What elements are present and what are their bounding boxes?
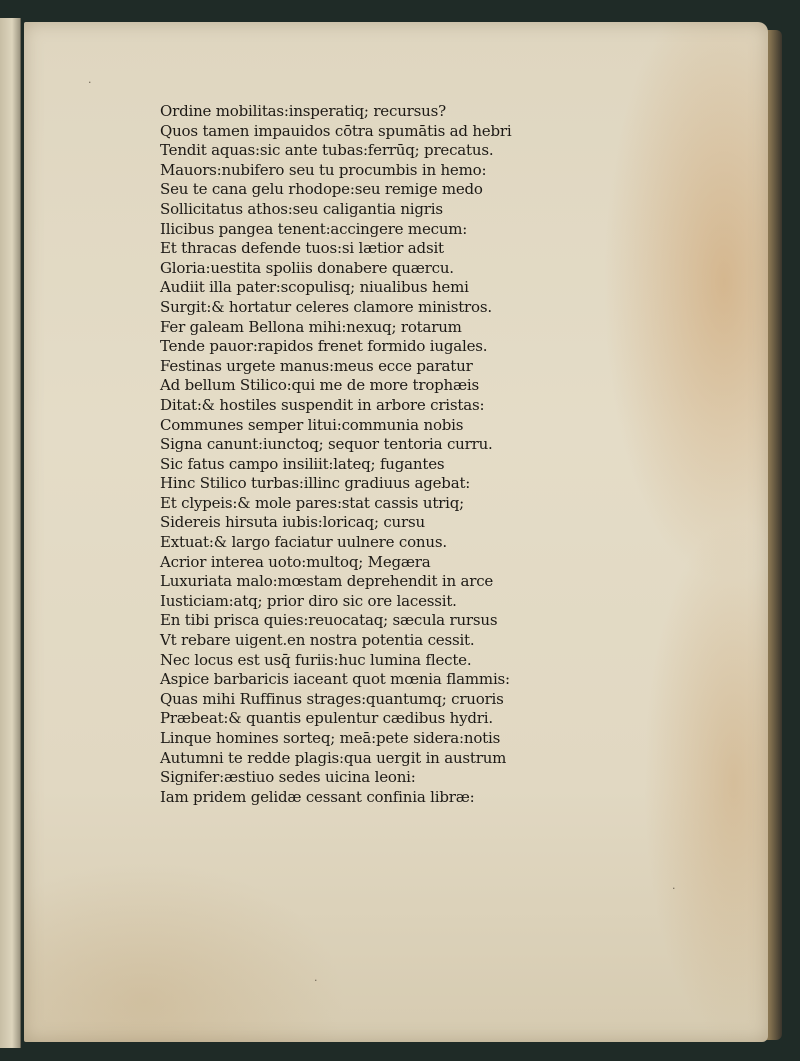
verse-line: Tende pauor:rapidos frenet formido iugales. — [160, 337, 488, 356]
verse-line: Sidereis hirsuta iubis:loricaq; cursu — [160, 513, 425, 532]
facing-page-edge — [0, 18, 21, 1048]
verse-line: Gloria:uestita spoliis donabere quærcu. — [160, 258, 454, 277]
verse-line: Et thracas defende tuos:si lætior adsit — [160, 239, 444, 258]
paper-speck: · — [672, 882, 676, 895]
verse-line: Surgit:& hortatur celeres clamore ministros. — [160, 297, 492, 316]
verse-line: Seu te cana gelu rhodope:seu remige medo — [160, 180, 483, 199]
verse-line: Vt rebare uigent.en nostra potentia cessit. — [160, 631, 475, 650]
verse-line: Ad bellum Stilico:qui me de more trophæis — [160, 376, 480, 395]
verse-line: Aspice barbaricis iaceant quot mœnia flammis: — [160, 670, 510, 689]
verse-line: Iam pridem gelidæ cessant confinia libræ: — [160, 787, 475, 806]
verse-line: Signa canunt:iunctoq; sequor tentoria curru. — [160, 435, 493, 454]
verse-line: Nec locus est usq̄ furiis:huc lumina flecte. — [160, 650, 472, 669]
verse-text-block — [160, 102, 720, 807]
verse-line: Et clypeis:& mole pares:stat cassis utriq; — [160, 493, 464, 512]
book-page — [24, 22, 768, 1042]
verse-line: Extuat:& largo faciatur uulnere conus. — [160, 533, 447, 552]
verse-line: Festinas urgete manus:meus ecce paratur — [160, 356, 473, 375]
verse-line: Mauors:nubifero seu tu procumbis in hemo: — [160, 160, 487, 179]
verse-line: Acrior interea uoto:multoq; Megæra — [160, 552, 431, 571]
paper-speck: · — [88, 76, 92, 89]
verse-line: Audiit illa pater:scopulisq; niualibus hemi — [160, 278, 469, 297]
verse-line: Luxuriata malo:mœstam deprehendit in arce — [160, 572, 494, 591]
verse-line: Communes semper litui:communia nobis — [160, 415, 464, 434]
verse-line: Hinc Stilico turbas:illinc gradiuus agebat: — [160, 474, 471, 493]
verse-line: Præbeat:& quantis epulentur cædibus hydri. — [160, 709, 493, 728]
verse-line: Ditat:& hostiles suspendit in arbore cristas: — [160, 395, 485, 414]
verse-line: Fer galeam Bellona mihi:nexuq; rotarum — [160, 317, 462, 336]
verse-line: Sollicitatus athos:seu caligantia nigris — [160, 199, 443, 218]
verse-line: Linque homines sorteq; meā:pete sidera:notis — [160, 729, 501, 747]
verse-line: Signifer:æstiuo sedes uicina leoni: — [160, 768, 416, 787]
verse-line: Quas mihi Ruffinus strages:quantumq; cruoris — [160, 689, 504, 708]
paper-speck: · — [314, 974, 318, 987]
verse-line: Sic fatus campo insiliit:lateq; fugantes — [160, 454, 445, 473]
verse-line: Ilicibus pangea tenent:accingere mecum: — [160, 219, 468, 238]
verse-line: Quos tamen impauidos cōtra spumātis ad hebri — [160, 121, 512, 140]
verse-line: Ordine mobilitas:insperatiq; recursus? — [160, 102, 446, 120]
verse-line: Iusticiam:atq; prior diro sic ore lacessit. — [160, 591, 457, 610]
verse-line: Autumni te redde plagis:qua uergit in austrum — [160, 748, 507, 767]
verse-line: En tibi prisca quies:reuocataq; sæcula rursus — [160, 611, 498, 630]
verse-line: Tendit aquas:sic ante tubas:ferrūq; precatus. — [160, 141, 494, 160]
